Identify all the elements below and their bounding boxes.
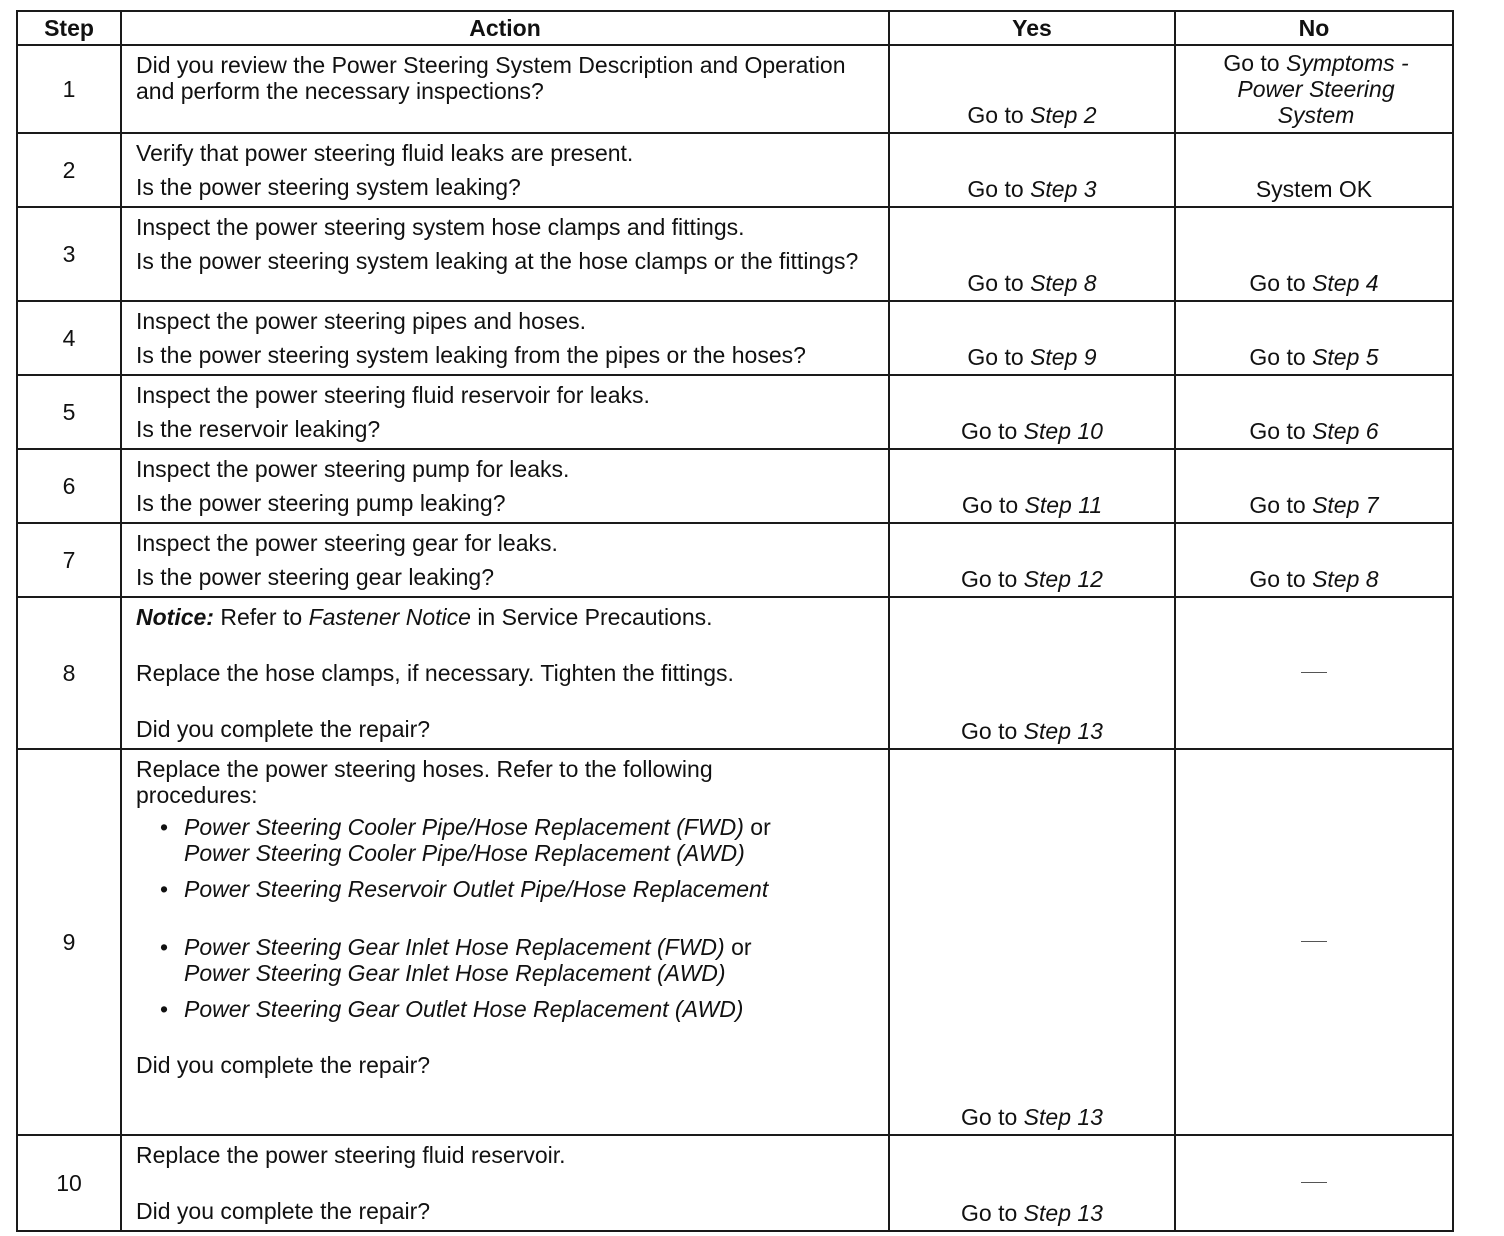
no-step-link[interactable]: Step 6 [1312, 418, 1379, 444]
yes-step-link[interactable]: Step 11 [1024, 492, 1103, 518]
go-to-label: Go to [967, 344, 1024, 370]
step-number: 1 [17, 45, 121, 133]
yes-cell [889, 133, 1175, 207]
action-text: Inspect the power steering fluid reservoir for leaks. [136, 382, 650, 408]
no-cell [1175, 375, 1453, 449]
yes-cell [889, 45, 1175, 133]
table-row [17, 301, 1453, 375]
action-cell [121, 375, 889, 449]
go-to-label: Go to [967, 176, 1024, 202]
action-question: Is the reservoir leaking? [136, 416, 381, 442]
action-question: Is the power steering system leaking? [136, 174, 521, 200]
table-row [17, 207, 1453, 301]
list-item [184, 934, 878, 986]
yes-cell [889, 1135, 1175, 1231]
yes-cell [889, 375, 1175, 449]
notice-line [136, 604, 878, 630]
action-question: Is the power steering pump leaking? [136, 490, 506, 516]
empty-dash [1301, 672, 1327, 673]
go-to-label: Go to [967, 102, 1024, 128]
no-cell [1175, 133, 1453, 207]
table-row [17, 45, 1453, 133]
go-to-label: Go to [961, 492, 1019, 518]
yes-step-link[interactable]: Step 13 [1023, 1200, 1103, 1226]
step-number: 2 [17, 133, 121, 207]
action-cell [121, 301, 889, 375]
no-cell [1175, 523, 1453, 597]
yes-cell [889, 449, 1175, 523]
step-number: 9 [17, 749, 121, 1135]
no-step-link[interactable]: Step 8 [1312, 566, 1379, 592]
step-number: 5 [17, 375, 121, 449]
step-number: 6 [17, 449, 121, 523]
notice-pre: Refer to [220, 604, 303, 630]
yes-cell [889, 207, 1175, 301]
list-item [184, 876, 878, 902]
go-to-label: Go to [961, 718, 1018, 744]
procedure-link[interactable]: Power Steering Gear Outlet Hose Replacement (AWD) [184, 996, 744, 1022]
notice-post: in Service Precautions. [477, 604, 713, 630]
action-text: Inspect the power steering system hose clamps and fittings. [136, 214, 745, 240]
table-row [17, 449, 1453, 523]
step-number: 4 [17, 301, 121, 375]
action-text: Did you review the Power Steering System Description and Operation and perform the necessary inspections? [136, 52, 846, 104]
yes-step-link[interactable]: Step 12 [1023, 566, 1103, 592]
go-to-label: Go to [1249, 344, 1306, 370]
action-cell [121, 1135, 889, 1231]
no-cell [1175, 45, 1453, 133]
table-row [17, 523, 1453, 597]
step-number: 3 [17, 207, 121, 301]
go-to-label: Go to [961, 1104, 1018, 1130]
action-question: Did you complete the repair? [136, 1052, 431, 1078]
action-text: Verify that power steering fluid leaks are present. [136, 140, 634, 166]
action-question: Is the power steering system leaking at the hose clamps or the fittings? [136, 248, 859, 274]
no-cell [1175, 207, 1453, 301]
action-question: Is the power steering gear leaking? [136, 564, 494, 590]
action-text: Replace the power steering hoses. Refer to the following procedures: [136, 756, 713, 808]
go-to-label: Go to [1249, 418, 1306, 444]
diagnostic-table [16, 10, 1454, 1232]
header-no: No [1175, 11, 1453, 45]
empty-dash [1301, 941, 1327, 942]
or-text: or [731, 934, 752, 960]
no-symptoms-link[interactable]: Symptoms - Power Steering System [1237, 50, 1409, 128]
action-cell [121, 597, 889, 749]
table-row [17, 597, 1453, 749]
yes-step-link[interactable]: Step 8 [1030, 270, 1097, 296]
action-cell [121, 749, 889, 1135]
go-to-label: Go to [1249, 492, 1306, 518]
no-cell [1175, 1135, 1453, 1231]
notice-label: Notice: [136, 604, 214, 630]
action-text: Inspect the power steering gear for leaks. [136, 530, 558, 556]
procedure-link[interactable]: Power Steering Gear Inlet Hose Replacement (FWD) [184, 934, 725, 960]
header-step: Step [17, 11, 121, 45]
yes-step-link[interactable]: Step 3 [1030, 176, 1097, 202]
yes-cell [889, 597, 1175, 749]
table-row [17, 375, 1453, 449]
list-item [184, 814, 878, 866]
procedure-link[interactable]: Power Steering Cooler Pipe/Hose Replacement (AWD) [184, 840, 745, 866]
table-row [17, 133, 1453, 207]
yes-cell [889, 749, 1175, 1135]
action-question: Did you complete the repair? [136, 716, 431, 742]
go-to-label: Go to [1223, 50, 1280, 76]
no-step-link[interactable]: Step 4 [1312, 270, 1379, 296]
yes-step-link[interactable]: Step 9 [1030, 344, 1097, 370]
yes-step-link[interactable]: Step 13 [1023, 718, 1103, 744]
action-text: Inspect the power steering pipes and hoses. [136, 308, 587, 334]
no-cell [1175, 597, 1453, 749]
table-header-row [17, 11, 1453, 45]
table-row [17, 1135, 1453, 1231]
action-cell [121, 45, 889, 133]
yes-step-link[interactable]: Step 2 [1030, 102, 1097, 128]
procedure-list [136, 814, 878, 1022]
procedure-link[interactable]: Power Steering Gear Inlet Hose Replacement (AWD) [184, 960, 726, 986]
go-to-label: Go to [961, 566, 1018, 592]
step-number: 10 [17, 1135, 121, 1231]
step-number: 7 [17, 523, 121, 597]
yes-cell [889, 301, 1175, 375]
go-to-label: Go to [967, 270, 1024, 296]
action-question: Did you complete the repair? [136, 1198, 431, 1224]
no-cell [1175, 449, 1453, 523]
go-to-label: Go to [1249, 270, 1306, 296]
action-cell [121, 523, 889, 597]
go-to-label: Go to [961, 1200, 1018, 1226]
header-yes: Yes [889, 11, 1175, 45]
or-text: or [750, 814, 771, 840]
table-row [17, 749, 1453, 1135]
go-to-label: Go to [961, 418, 1018, 444]
no-step-link[interactable]: Step 5 [1312, 344, 1379, 370]
step-number: 8 [17, 597, 121, 749]
procedure-link[interactable]: Power Steering Reservoir Outlet Pipe/Hose Replacement [184, 876, 769, 902]
go-to-label: Go to [1249, 566, 1306, 592]
action-cell [121, 207, 889, 301]
fastener-notice-link[interactable]: Fastener Notice [308, 604, 471, 630]
action-cell [121, 449, 889, 523]
action-question: Is the power steering system leaking from the pipes or the hoses? [136, 342, 806, 368]
action-text: Inspect the power steering pump for leaks. [136, 456, 570, 482]
list-item [184, 996, 878, 1022]
action-cell [121, 133, 889, 207]
action-text: Replace the power steering fluid reservoir. [136, 1142, 566, 1168]
procedure-link[interactable]: Power Steering Cooler Pipe/Hose Replacement (FWD) [184, 814, 744, 840]
no-step-link[interactable]: Step 7 [1312, 492, 1379, 518]
yes-step-link[interactable]: Step 10 [1023, 418, 1103, 444]
action-text: Replace the hose clamps, if necessary. Tighten the fittings. [136, 660, 734, 686]
no-cell [1175, 301, 1453, 375]
yes-step-link[interactable]: Step 13 [1023, 1104, 1103, 1130]
header-action: Action [121, 11, 889, 45]
no-cell [1175, 749, 1453, 1135]
no-result-text: System OK [1255, 176, 1373, 202]
yes-cell [889, 523, 1175, 597]
empty-dash [1301, 1182, 1327, 1183]
